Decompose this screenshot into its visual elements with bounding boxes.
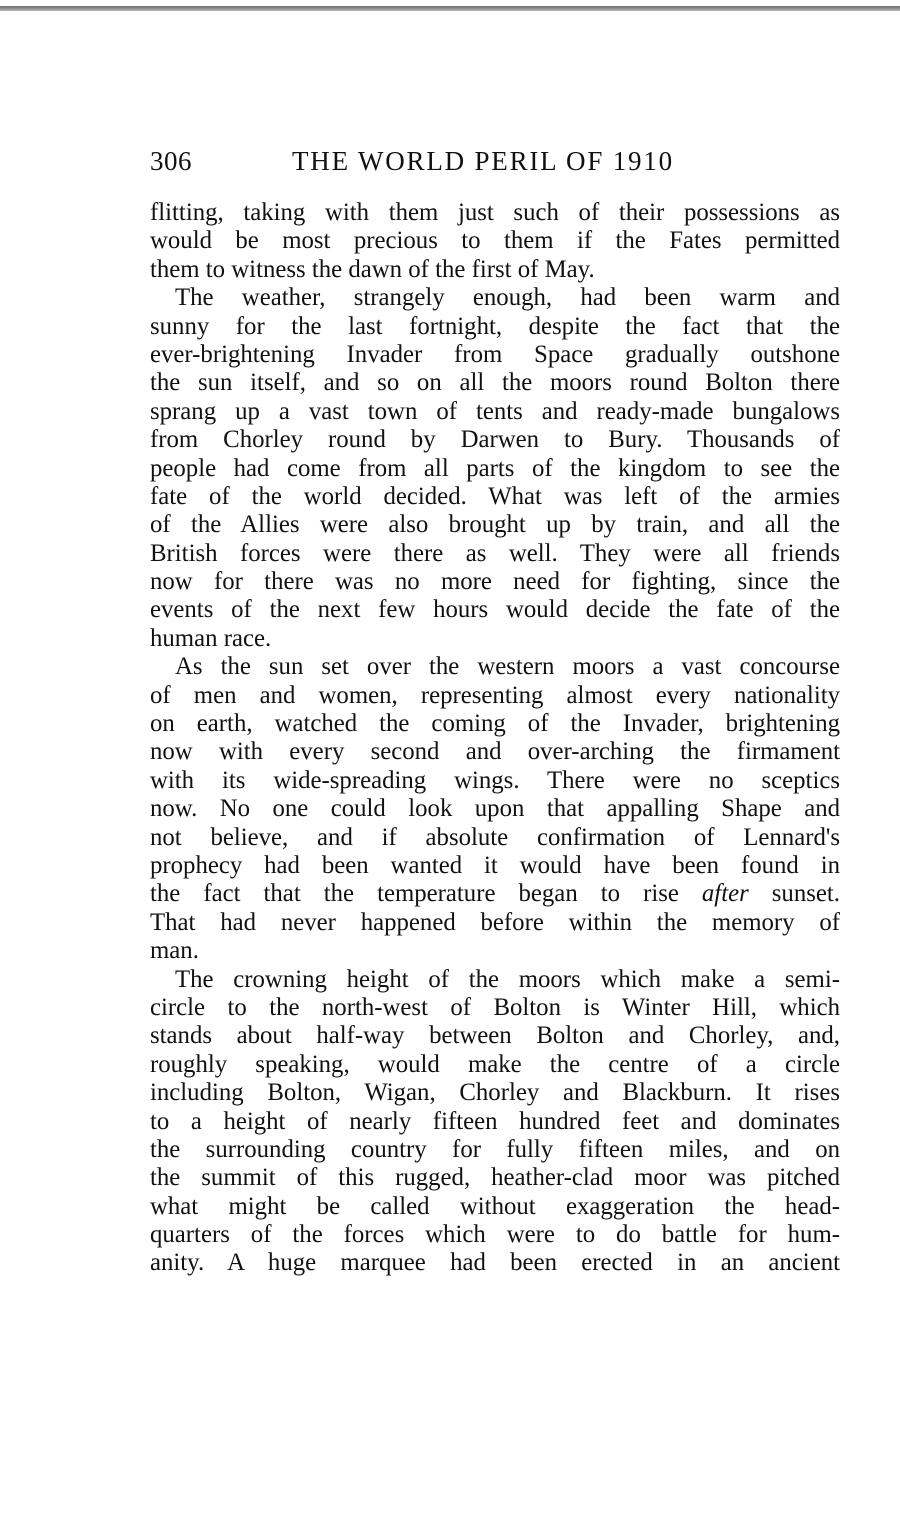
text-line: the summit of this rugged, heather-clad moor was pitched (150, 1164, 840, 1192)
text-line: sunny for the last fortnight, despite the fact that the (150, 312, 840, 340)
text-line: including Bolton, Wigan, Chorley and Blackburn. It rises (150, 1079, 840, 1107)
paragraph (150, 966, 840, 1278)
text-line: what might be called without exaggeration the head- (150, 1192, 840, 1220)
paragraph (150, 284, 840, 653)
text-line: events of the next few hours would decide the fate of the (150, 596, 840, 624)
text-line: them to witness the dawn of the first of May. (150, 255, 595, 283)
text-line: on earth, watched the coming of the Invader, brightening (150, 710, 840, 738)
text-line: ever-brightening Invader from Space gradually outshone (150, 340, 840, 368)
body-text (150, 199, 840, 1278)
running-title: THE WORLD PERIL OF 1910 (292, 146, 674, 176)
text-line: The weather, strangely enough, had been warm and (175, 284, 840, 312)
text-line: flitting, taking with them just such of their possessions as (150, 199, 840, 226)
text-line: man. (150, 937, 199, 965)
text-line: circle to the north-west of Bolton is Winter Hill, which (150, 993, 840, 1021)
text-line: of the Allies were also brought up by train, and all the (150, 511, 840, 539)
page-number: 306 (150, 146, 192, 176)
text-line: fate of the world decided. What was left of the armies (150, 482, 840, 510)
text-line: quarters of the forces which were to do battle for hum- (150, 1221, 840, 1249)
text-line: with its wide-spreading wings. There were no sceptics (150, 766, 840, 794)
page-header (150, 143, 840, 179)
text-line: not believe, and if absolute confirmation of Lennard's (150, 823, 840, 851)
paragraph (150, 653, 840, 965)
text-line: sprang up a vast town of tents and ready-made bungalows (150, 397, 840, 425)
text-line: now. No one could look upon that appalling Shape and (150, 795, 840, 823)
paragraph (150, 199, 840, 284)
text-line: That had never happened before within the memory of (150, 908, 840, 936)
top-scan-border (0, 6, 900, 11)
text-line: now for there was no more need for fighting, since the (150, 568, 840, 596)
text-line: As the sun set over the western moors a vast concourse (175, 653, 840, 681)
text-line: roughly speaking, would make the centre of a circle (150, 1050, 840, 1078)
text-line: would be most precious to them if the Fates permitted (150, 227, 840, 255)
text-line: The crowning height of the moors which make a semi- (175, 965, 840, 993)
text-line: stands about half-way between Bolton and Chorley, and, (150, 1022, 840, 1050)
text-line: of men and women, representing almost every nationality (150, 681, 840, 709)
text-line: from Chorley round by Darwen to Bury. Thousands of (150, 426, 840, 454)
text-line: to a height of nearly fifteen hundred feet and dominates (150, 1107, 840, 1135)
text-line: the sun itself, and so on all the moors round Bolton there (150, 369, 840, 397)
text-line: now with every second and over-arching the firmament (150, 738, 840, 766)
text-line: British forces were there as well. They were all friends (150, 539, 840, 567)
text-line: the fact that the temperature began to rise after sunset. (150, 880, 840, 908)
text-line: anity. A huge marquee had been erected in an ancient (150, 1249, 840, 1277)
text-line: prophecy had been wanted it would have been found in (150, 851, 840, 879)
text-line: the surrounding country for fully fifteen miles, and on (150, 1135, 840, 1163)
text-line: human race. (150, 624, 272, 652)
text-line: people had come from all parts of the kingdom to see the (150, 454, 840, 482)
